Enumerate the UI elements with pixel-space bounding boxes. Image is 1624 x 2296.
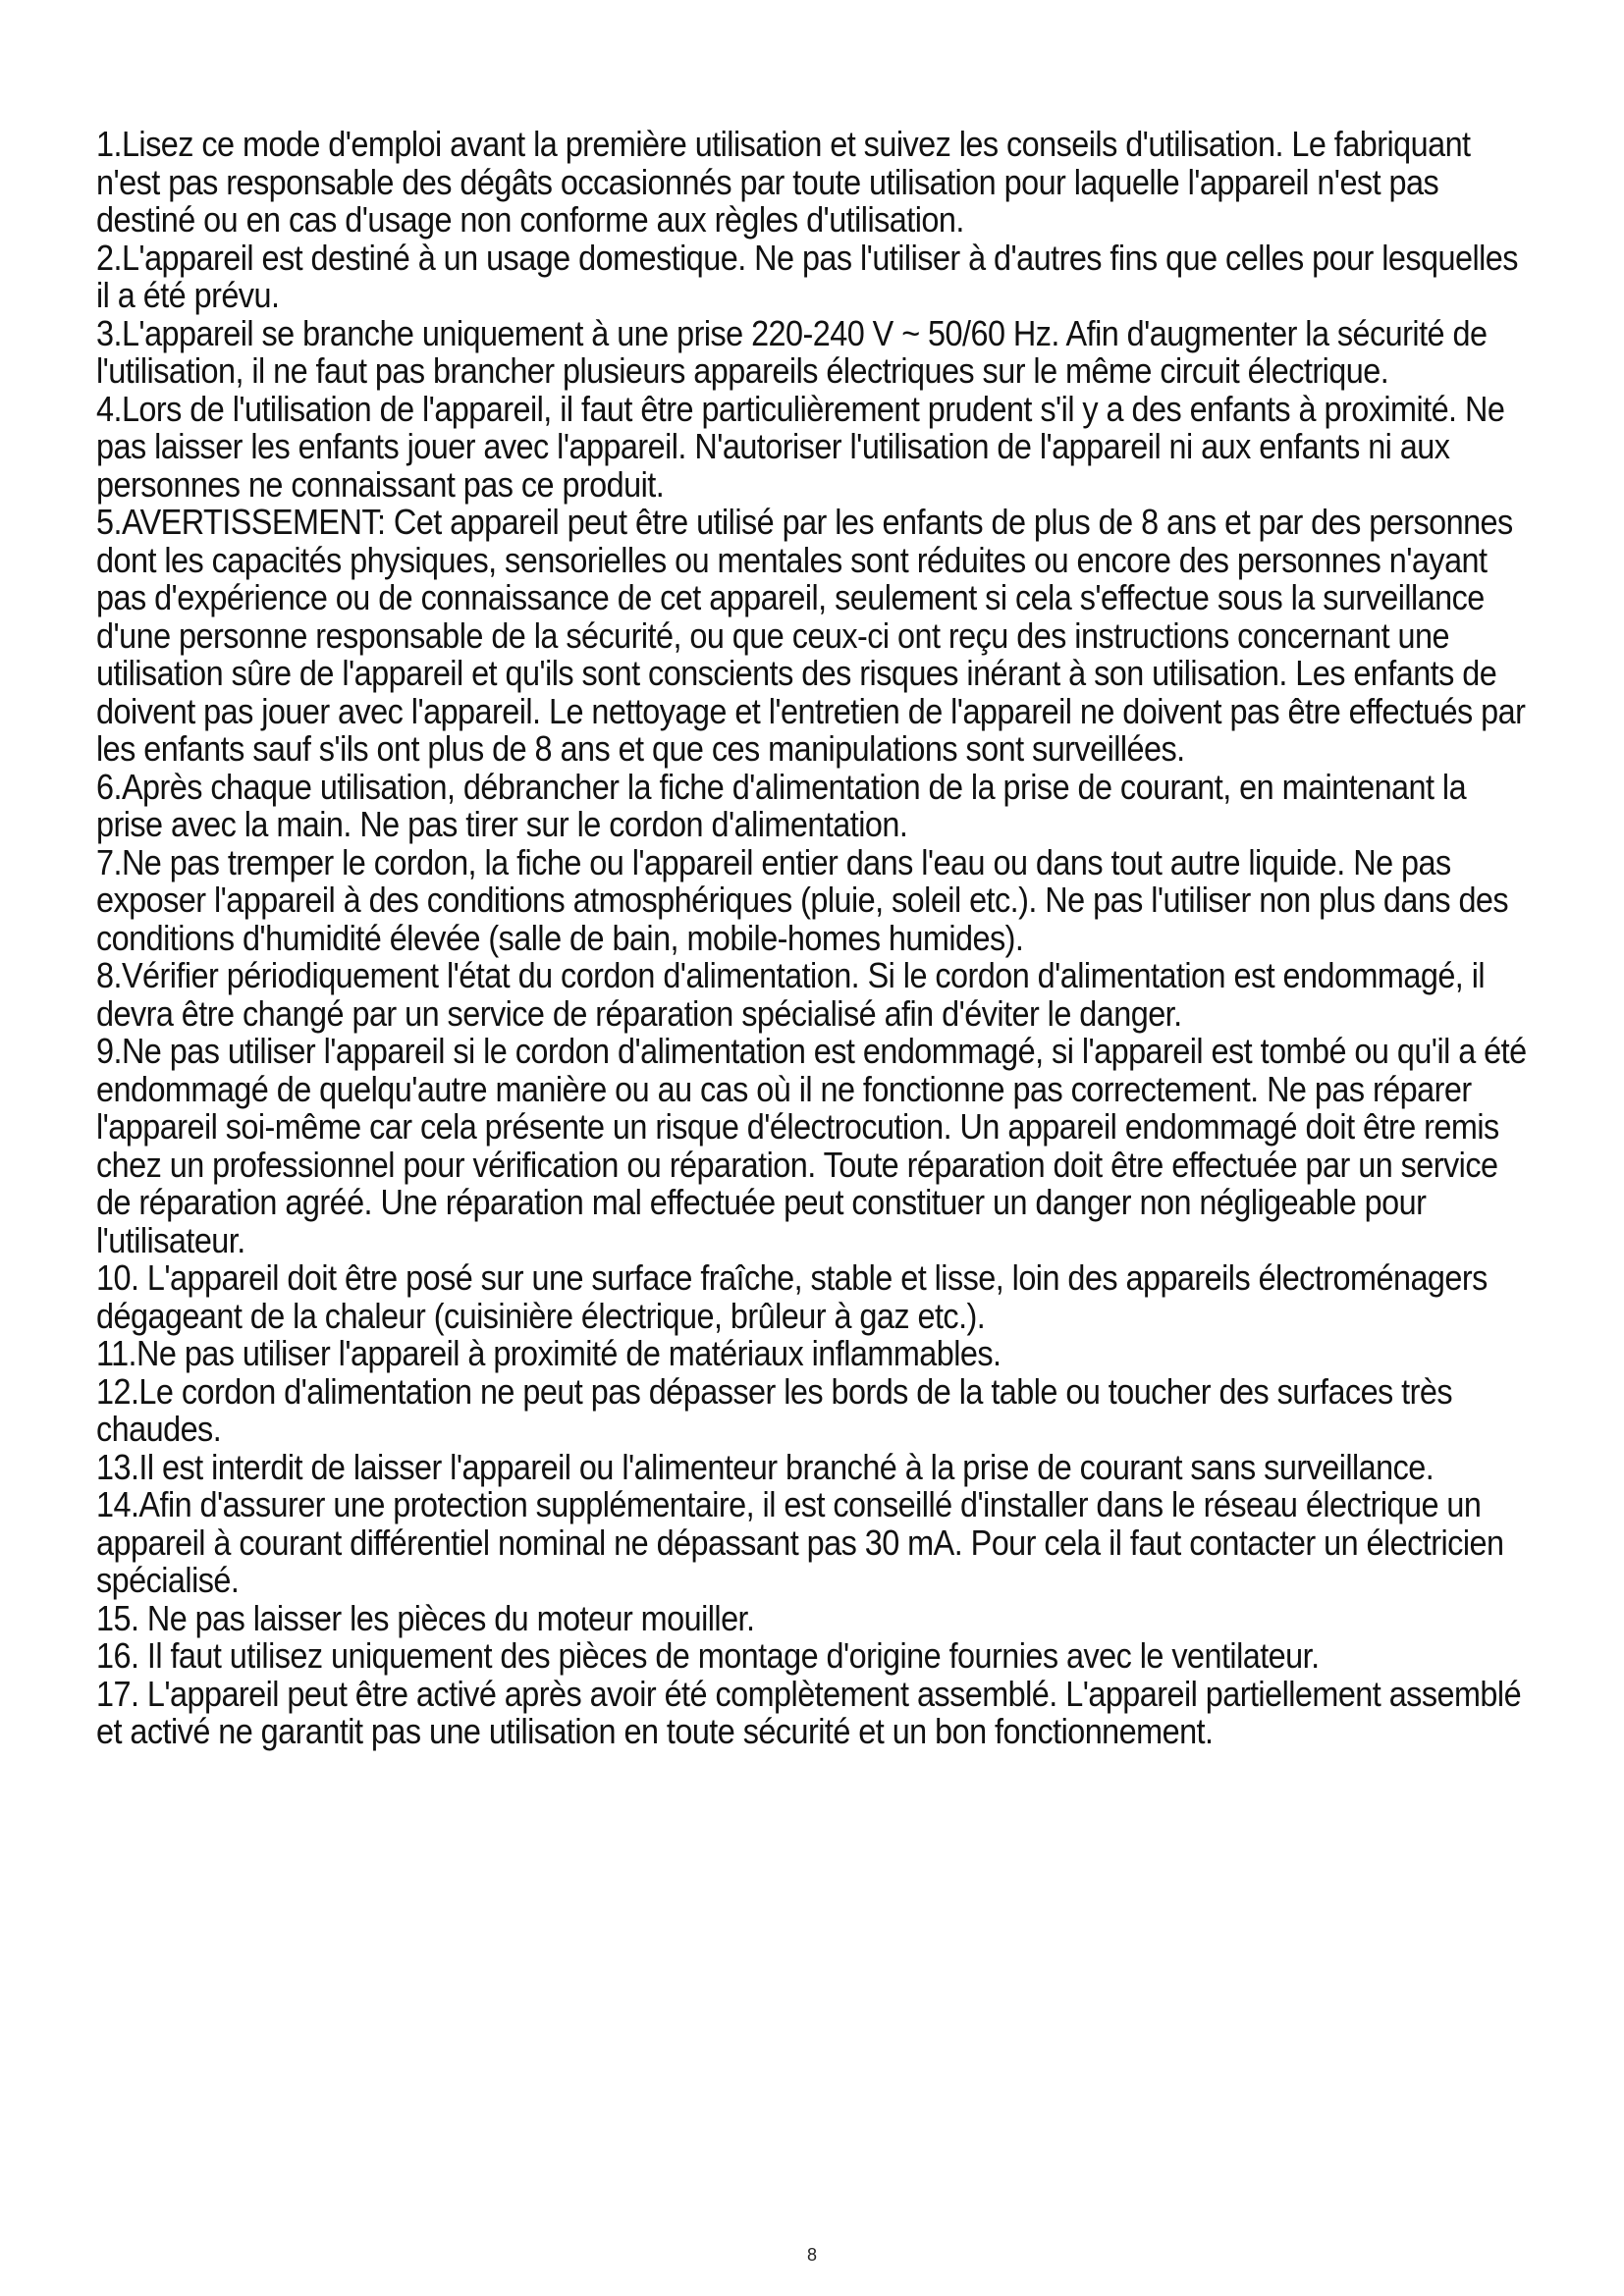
instruction-1: 1.Lisez ce mode d'emploi avant la première utilisation et suivez les conseils d'utilisation. Le fabriquant n'est pas responsable des dégâts occasionnés par toute utilisation pour laquelle l'appareil n'est pas destiné ou en cas d'usage non conforme aux règles d'utilisation. [96, 124, 1471, 240]
instruction-6: 6.Après chaque utilisation, débrancher la fiche d'alimentation de la prise de courant, en maintenant la prise avec la main. Ne pas tirer sur le cordon d'alimentation. [96, 766, 1467, 844]
instruction-11: 11.Ne pas utiliser l'appareil à proximité de matériaux inflammables. [96, 1333, 1001, 1373]
instruction-3: 3.L'appareil se branche uniquement à une prise 220-240 V ~ 50/60 Hz. Afin d'augmenter la sécurité de l'utilisation, il ne faut pas brancher plusieurs appareils électriques sur le même circuit électrique. [96, 312, 1488, 391]
instruction-2: 2.L'appareil est destiné à un usage domestique. Ne pas l'utiliser à d'autres fins que celles pour lesquelles il a été prévu. [96, 237, 1518, 315]
instruction-10: 10. L'appareil doit être posé sur une surface fraîche, stable et lisse, loin des appareils électroménagers dégageant de la chaleur (cuisinière électrique, brûleur à gaz etc.). [96, 1257, 1488, 1336]
instruction-12: 12.Le cordon d'alimentation ne peut pas dépasser les bords de la table ou toucher des surfaces très chaudes. [96, 1370, 1453, 1449]
instruction-4: 4.Lors de l'utilisation de l'appareil, il faut être particulièrement prudent s'il y a des enfants à proximité. Ne pas laisser les enfants jouer avec l'appareil. N'autoriser l'utilisation de l'appareil ni aux enfants ni aux personnes ne connaissant pas ce produit. [96, 388, 1505, 505]
instruction-17: 17. L'appareil peut être activé après avoir été complètement assemblé. L'appareil partiellement assemblé et activé ne garantit pas une utilisation en toute sécurité et un bon fonctionnement. [96, 1673, 1522, 1751]
instruction-5: 5.AVERTISSEMENT: Cet appareil peut être utilisé par les enfants de plus de 8 ans et par des personnes dont les capacités physiques, sensorielles ou mentales sont réduites ou encore des personnes n'ayant pas d'expérience ou de connaissance de cet appareil, seulement si cela s'effectue sous la surveillance d'une personne responsable de la sécurité, ou que ceux-ci ont reçu des instructions concernant une utilisation sûre de l'appareil et qu'ils sont conscients des risques inérant à son utilisation. Les enfants de doivent pas jouer avec l'appareil. Le nettoyage et l'entretien de l'appareil ne doivent pas être effectués par les enfants sauf s'ils ont plus de 8 ans et que ces manipulations sont surveillées. [96, 502, 1526, 769]
instruction-7: 7.Ne pas tremper le cordon, la fiche ou l'appareil entier dans l'eau ou dans tout autre liquide. Ne pas exposer l'appareil à des conditions atmosphériques (pluie, soleil etc.). Ne pas l'utiliser non plus dans des conditions d'humidité élevée (salle de bain, mobile-homes humides). [96, 841, 1509, 958]
page-number: 8 [806, 2245, 817, 2265]
instruction-13: 13.Il est interdit de laisser l'appareil ou l'alimenteur branché à la prise de courant sans surveillance. [96, 1446, 1435, 1487]
instruction-16: 16. Il faut utilisez uniquement des pièces de montage d'origine fournies avec le ventilateur. [96, 1635, 1320, 1676]
instruction-14: 14.Afin d'assurer une protection supplémentaire, il est conseillé d'installer dans le réseau électrique un appareil à courant différentiel nominal ne dépassant pas 30 mA. Pour cela il faut contacter un électricien spécialisé. [96, 1484, 1504, 1600]
instruction-8: 8.Vérifier périodiquement l'état du cordon d'alimentation. Si le cordon d'alimentation est endommagé, il devra être changé par un service de réparation spécialisé afin d'éviter le danger. [96, 955, 1486, 1034]
instruction-15: 15. Ne pas laisser les pièces du moteur mouiller. [96, 1597, 755, 1638]
instruction-9: 9.Ne pas utiliser l'appareil si le cordon d'alimentation est endommagé, si l'appareil est tombé ou qu'il a été endommagé de quelqu'autre manière ou au cas où il ne fonctionne pas correctement. Ne pas réparer l'appareil soi-même car cela présente un risque d'électrocution. Un appareil endommagé doit être remis chez un professionnel pour vérification ou réparation. Toute réparation doit être effectuée par un service de réparation agréé. Une réparation mal effectuée peut constituer un danger non négligeable pour l'utilisateur. [96, 1031, 1527, 1260]
safety-instructions [96, 126, 1536, 1751]
